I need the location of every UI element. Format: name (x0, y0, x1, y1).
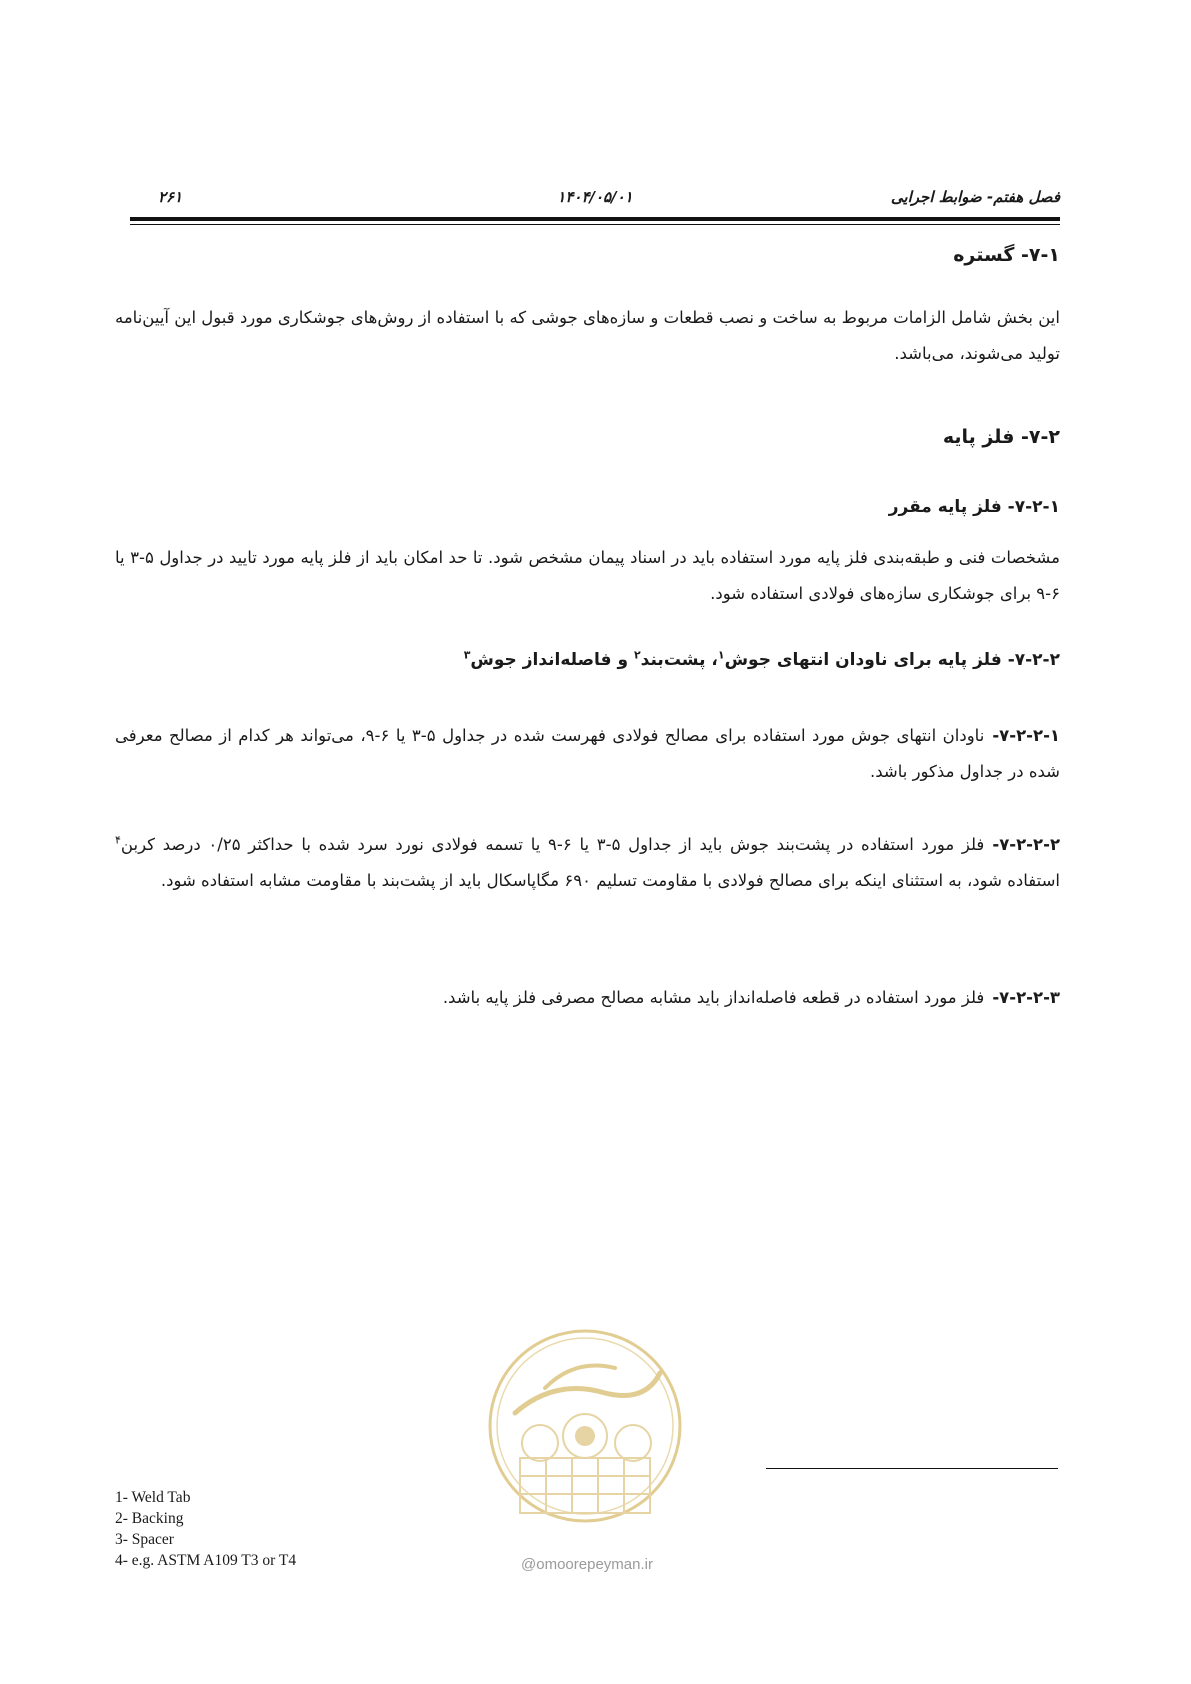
clause-text: ناودان انتهای جوش مورد استفاده برای مصالح فولادی فهرست شده در جداول ۵-۳ یا ۶-۹، می‌تواند هر کدام از مصالح معرفی شده در جداول مذکور باشد. (115, 726, 1060, 781)
section-7-2-heading: ۷-۲- فلز پایه (942, 426, 1060, 448)
section-7-2-1-paragraph: مشخصات فنی و طبقه‌بندی فلز پایه مورد استفاده باید در اسناد پیمان مشخص شود. تا حد امکان باید از فلز پایه مورد تایید در جداول ۵-۳ یا ۶-۹ برای جوشکاری سازه‌های فولادی استفاده شود. (115, 548, 1060, 603)
section-7-2-1-heading: ۷-۲-۱- فلز پایه مقرر (888, 497, 1060, 517)
header-rule-thick (130, 217, 1060, 221)
footnote-4: 4- e.g. ASTM A109 T3 or T4 (115, 1552, 297, 1569)
footnote-1: 1- Weld Tab (115, 1489, 191, 1506)
heading-text-b: ، پشت‌بند (640, 650, 718, 670)
clause-text: فلز مورد استفاده در قطعه فاصله‌انداز باید مشابه مصالح مصرفی فلز پایه باشد. (442, 988, 985, 1007)
section-7-2-2-heading (464, 650, 1060, 670)
footnote-ref-1: ۱ (717, 648, 725, 662)
heading-number: ۷-۲-۲- (1007, 650, 1060, 670)
clause-number: ۷-۲-۲-۲- (992, 835, 1061, 854)
clause-text-b: استفاده شود، به استثنای اینکه برای مصالح فولادی با مقاومت تسلیم ۶۹۰ مگاپاسکال باید از پشت‌بند با مقاومت مشابه استفاده شود. (160, 871, 1060, 890)
clause-7-2-2-2 (115, 827, 1060, 899)
page-number: ۲۶۱ (158, 188, 183, 206)
heading-text-c: و فاصله‌انداز جوش (470, 650, 634, 670)
footnotes (115, 1487, 475, 1571)
footnote-2: 2- Backing (115, 1510, 184, 1527)
header-date: ۱۴۰۴/۰۵/۰۱ (557, 188, 633, 206)
section-7-1-heading: ۷-۱- گستره (953, 244, 1060, 266)
heading-text-a: فلز پایه برای ناودان انتهای جوش (724, 650, 1002, 670)
footnote-ref-2: ۲ (633, 648, 641, 662)
clause-number: ۷-۲-۲-۱- (992, 726, 1060, 745)
clause-number: ۷-۲-۲-۳- (992, 988, 1060, 1007)
chapter-title: فصل هفتم- ضوابط اجرایی (890, 188, 1060, 206)
clause-7-2-2-3 (115, 980, 1060, 1016)
watermark-logo (485, 1318, 685, 1568)
clause-text-a: فلز مورد استفاده در پشت‌بند جوش باید از جداول ۵-۳ یا ۶-۹ یا تسمه فولادی نورد سرد شده با حداکثر ۰/۲۵ درصد کربن (120, 835, 985, 854)
footnote-separator (766, 1468, 1058, 1469)
watermark-url: @omoorepeyman.ir (521, 1556, 653, 1573)
clause-7-2-2-1 (115, 718, 1060, 790)
footnote-ref-3: ۳ (463, 648, 471, 662)
header-rule-thin (130, 224, 1060, 225)
page-header (130, 188, 1060, 218)
footnote-ref-4: ۴ (115, 833, 121, 847)
footnote-3: 3- Spacer (115, 1531, 174, 1548)
section-7-1-paragraph: این بخش شامل الزامات مربوط به ساخت و نصب قطعات و سازه‌های جوشی که با استفاده از روش‌های جوشکاری مورد قبول این آیین‌نامه تولید می‌شوند، می‌باشد. (115, 308, 1060, 363)
